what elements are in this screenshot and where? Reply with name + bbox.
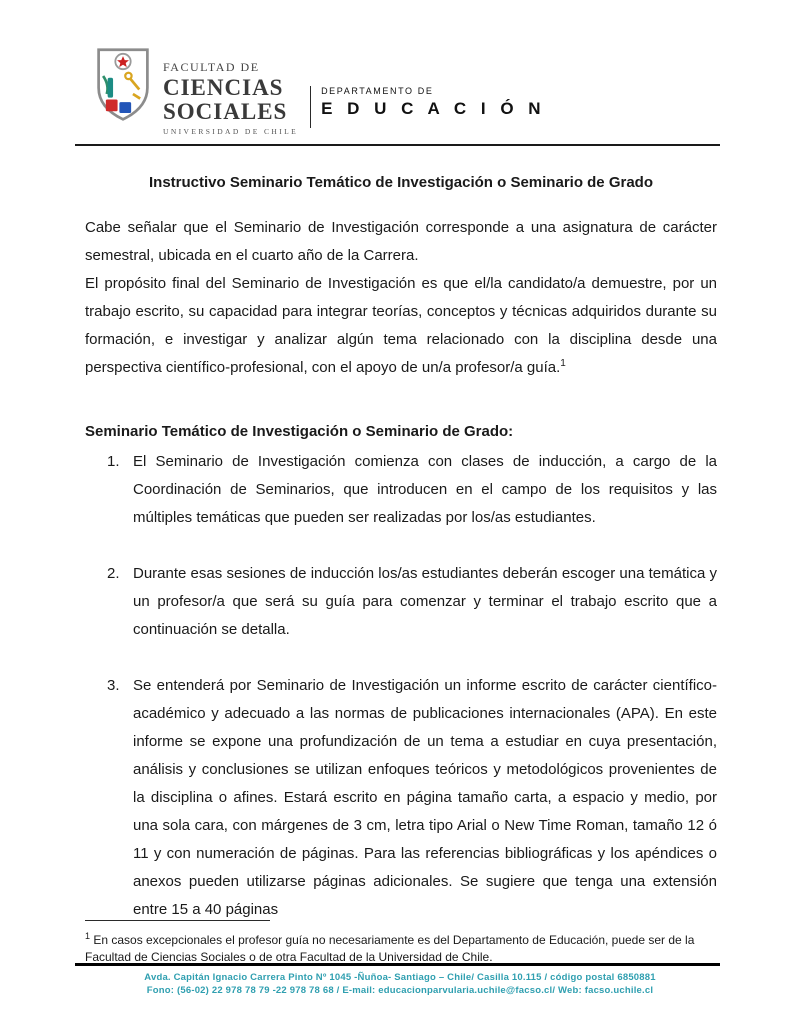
section-heading: Seminario Temático de Investigación o Seminario de Grado: bbox=[85, 423, 514, 440]
uchile-shield-icon bbox=[95, 46, 151, 129]
footnote bbox=[85, 928, 715, 966]
list-item bbox=[85, 672, 717, 924]
list-item-number: 1. bbox=[107, 453, 120, 470]
list-item-text: Se entenderá por Seminario de Investigación un informe escrito de carácter científico-académico y adecuado a las normas de publicaciones internacionales (APA). En este informe se expone una profundización de un tema a estudiar en cuya presentación, análisis y conclusiones se utilizan enfoques teóricos y metodológicos provenientes de la disciplina o afines. Estará escrito en página tamaño carta, a espacio y medio, por una sola cara, con márgenes de 3 cm, letra tipo Arial o New Time Roman, tamaño 12 ó 11 y con numeración de páginas. Para las referencias bibliográficas y los apéndices o anexos pueden utilizarse páginas adicionales. Se sugiere que tenga una extensión entre 15 a 40 páginas bbox=[133, 677, 717, 918]
footnote-marker: 1 bbox=[85, 931, 91, 941]
faculty-name-block bbox=[163, 46, 298, 136]
footer-address-line: Avda. Capitán Ignacio Carrera Pinto Nº 1045 -Ñuñoa- Santiago – Chile/ Casilla 10.115 / código postal 6850881 bbox=[144, 972, 656, 983]
footnote-separator bbox=[85, 920, 270, 921]
footer-rule bbox=[75, 963, 720, 966]
list-item-text: Durante esas sesiones de inducción los/as estudiantes deberán escoger una temática y un profesor/a que será su guía para comenzar y terminar el trabajo escrito que a continuación se detalla. bbox=[133, 565, 717, 638]
list-item bbox=[85, 560, 717, 644]
header-rule bbox=[75, 144, 720, 146]
department-name-label: E D U C A C I Ó N bbox=[321, 99, 546, 118]
header bbox=[0, 0, 800, 136]
list-item bbox=[85, 448, 717, 532]
footnote-reference: 1 bbox=[560, 358, 566, 369]
department-small-label: DEPARTAMENTO DE bbox=[321, 86, 434, 96]
university-name-label: UNIVERSIDAD DE CHILE bbox=[163, 127, 299, 136]
intro-paragraph-2-text: El propósito final del Seminario de Investigación es que el/la candidato/a demuestre, por un trabajo escrito, su capacidad para integrar teorías, conceptos y técnicas adquiridos durante su formación, e investigar y analizar algún tema relacionado con la disciplina desde una perspectiva científico-profesional, con el apoyo de un/a profesor/a guía. bbox=[85, 275, 717, 376]
faculty-name-line2: SOCIALES bbox=[163, 99, 288, 124]
intro-paragraphs bbox=[85, 214, 717, 382]
intro-paragraph-1: Cabe señalar que el Seminario de Investigación corresponde a una asignatura de carácter semestral, ubicada en el cuarto año de la Carrera. bbox=[85, 219, 717, 264]
logo-divider bbox=[310, 86, 311, 128]
list-item-number: 3. bbox=[107, 677, 120, 694]
list-item-number: 2. bbox=[107, 565, 120, 582]
faculty-name-line1: CIENCIAS bbox=[163, 75, 284, 100]
page-title: Instructivo Seminario Temático de Investigación o Seminario de Grado bbox=[148, 174, 653, 191]
list-item-text: El Seminario de Investigación comienza con clases de inducción, a cargo de la Coordinación de Seminarios, que introducen en el campo de los requisitos y las múltiples temáticas que pueden ser realizadas por los/as estudiantes. bbox=[133, 453, 717, 526]
department-block bbox=[321, 46, 545, 119]
footer-contact-line: Fono: (56-02) 22 978 78 79 -22 978 78 68 / E-mail: educacionparvularia.uchile@facso.cl/ Web: facso.uchile.cl bbox=[146, 984, 654, 996]
header-logo bbox=[95, 46, 720, 136]
footnote-text: En casos excepcionales el profesor guía no necesariamente es del Departamento de Educación, puede ser de la Facultad de Ciencias Sociales o de otra Facultad de la Universidad de Chile. bbox=[85, 933, 695, 964]
faculty-small-label: FACULTAD DE bbox=[163, 60, 260, 74]
intro-paragraph-2 bbox=[85, 270, 717, 382]
footer bbox=[40, 972, 760, 997]
numbered-list bbox=[85, 448, 717, 924]
document-body bbox=[0, 172, 800, 924]
